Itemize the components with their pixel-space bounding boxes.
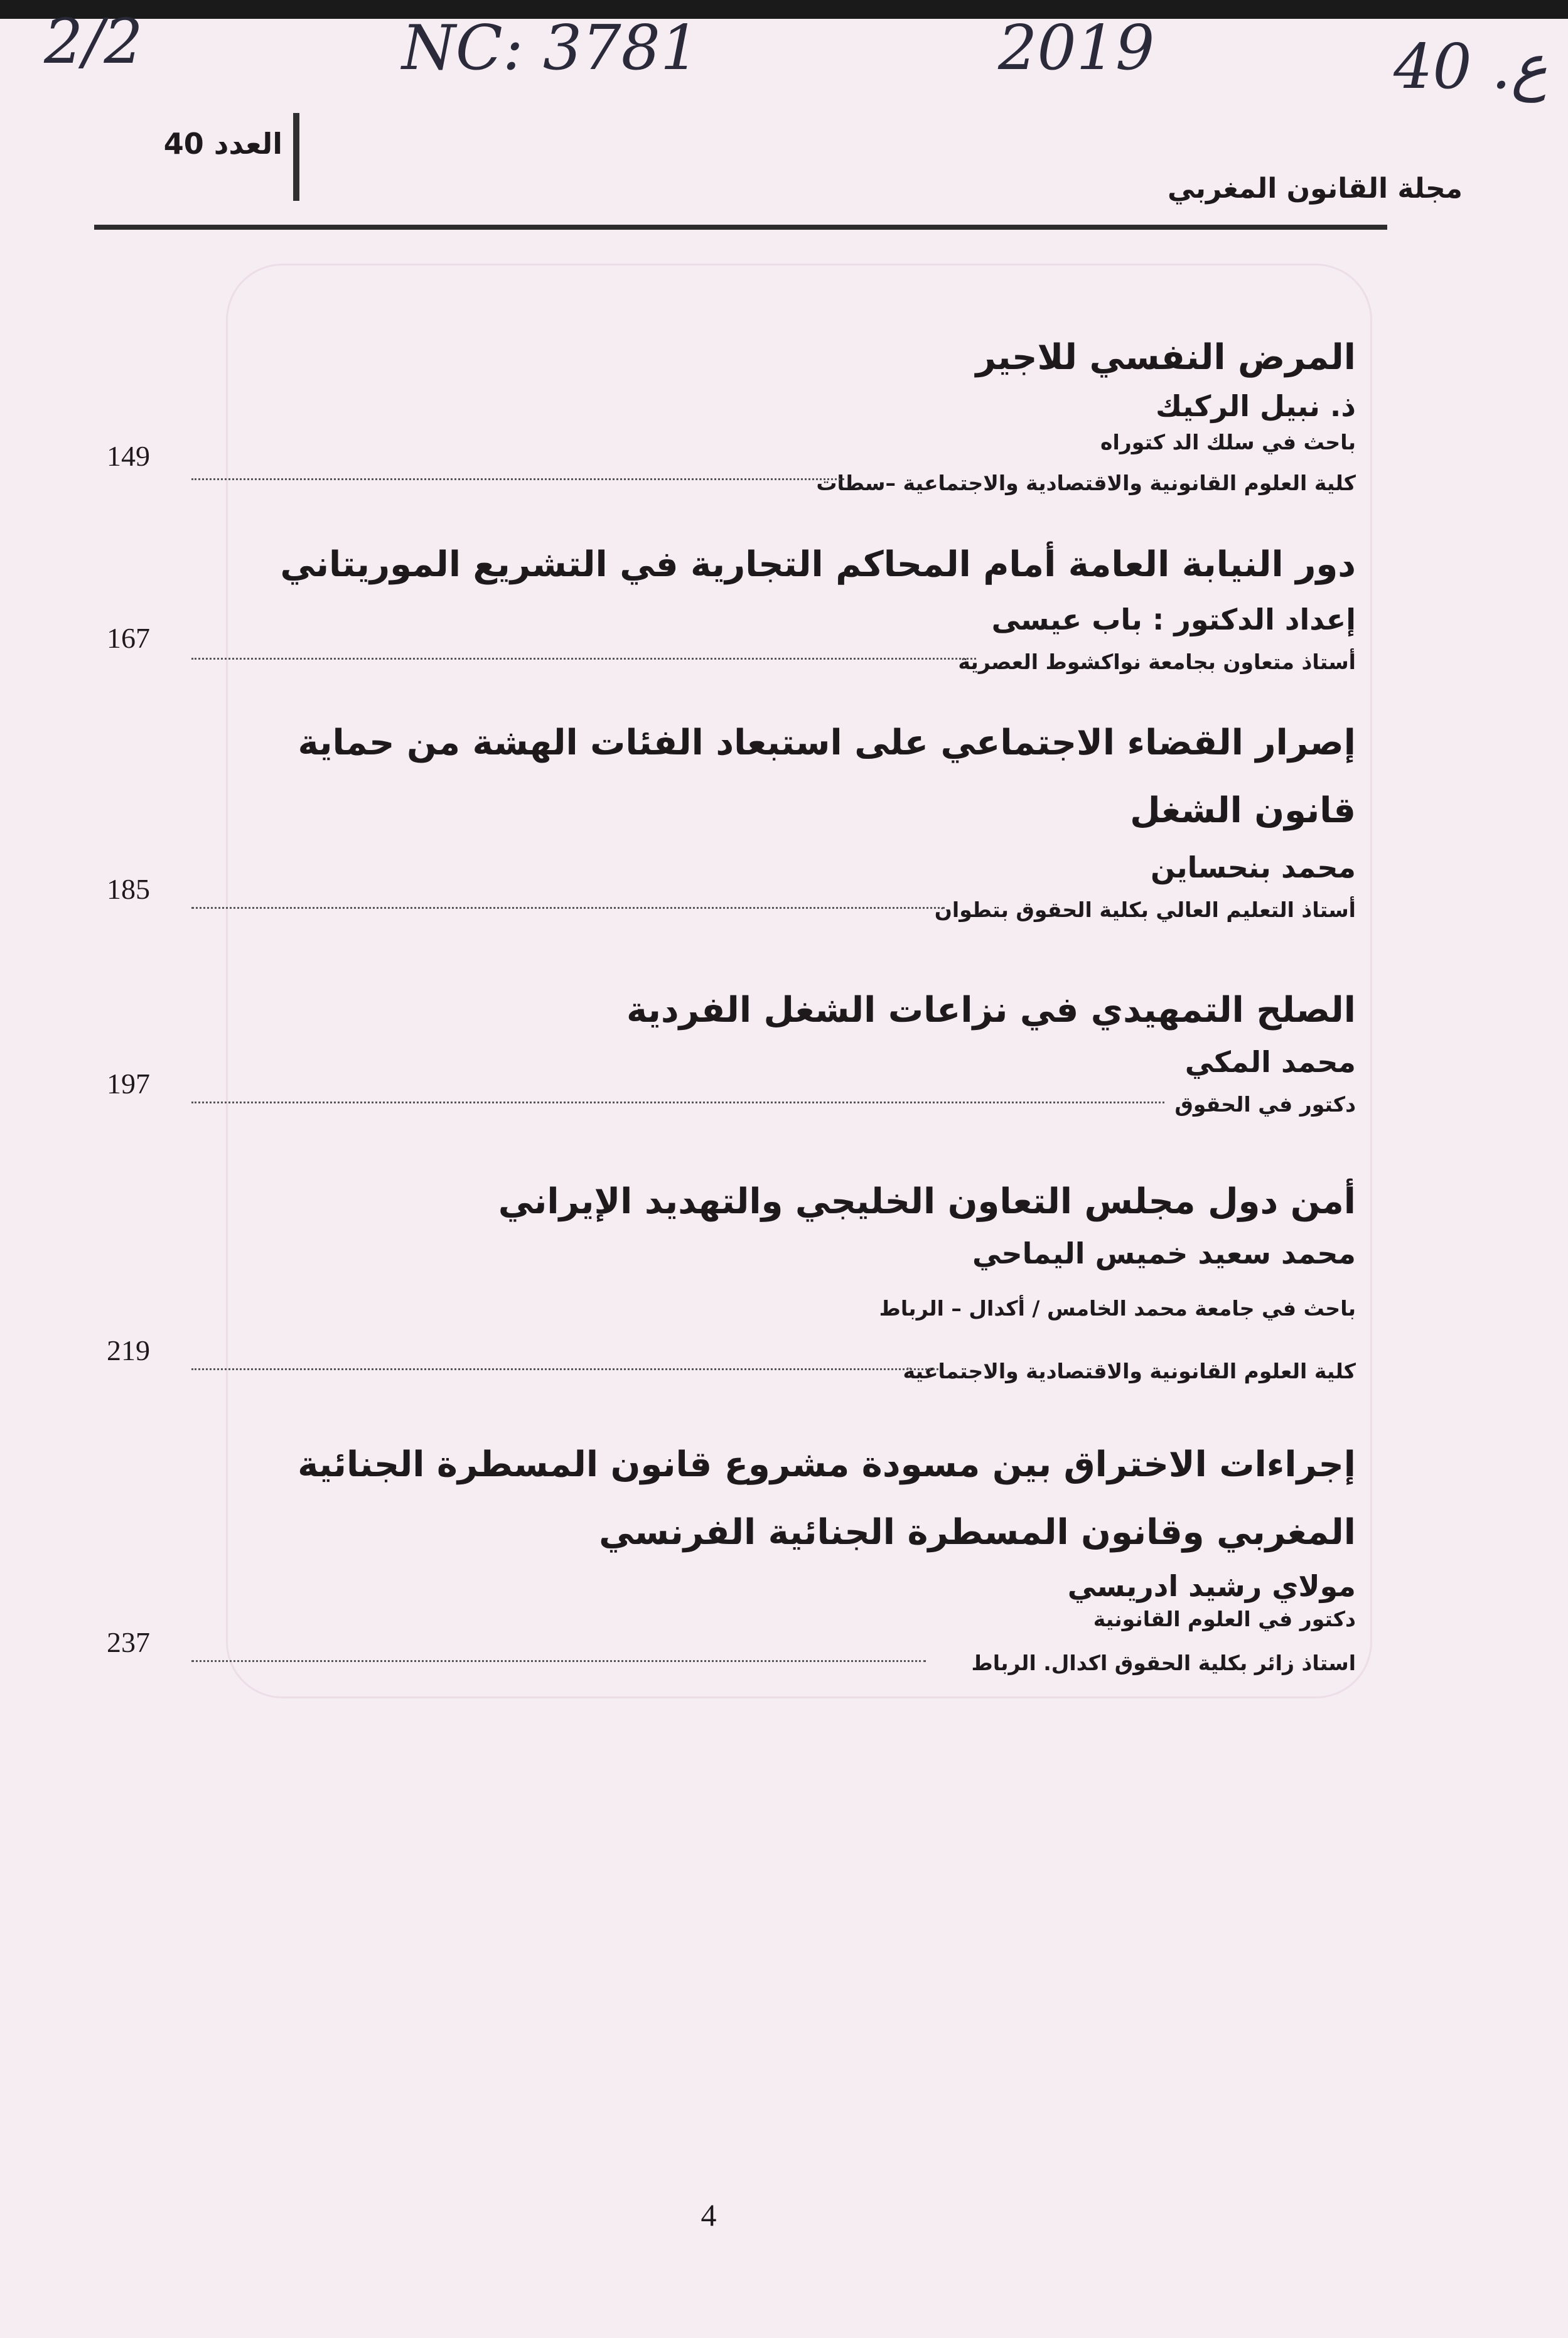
toc-entry-page: 149 xyxy=(107,440,150,472)
toc-entry-affiliation: دكتور في الحقوق xyxy=(1174,1092,1356,1117)
toc-entry xyxy=(107,985,1356,1136)
toc-entry-page: 185 xyxy=(107,873,150,905)
toc-entry-page: 219 xyxy=(107,1334,150,1366)
running-header xyxy=(94,113,1463,239)
toc-entry-title: الصلح التمهيدي في نزاعات الشغل الفردية xyxy=(626,990,1356,1031)
toc-entry-affiliation: استاذ زائر بكلية الحقوق اكدال. الرباط xyxy=(971,1651,1356,1675)
toc-entry-author: ذ. نبيل الركيك xyxy=(1155,389,1356,423)
toc-entry-title: المرض النفسي للاجير xyxy=(975,337,1356,378)
toc-entry-page: 167 xyxy=(107,622,150,654)
toc-entry xyxy=(107,1177,1356,1390)
toc-entry-affiliation: كلية العلوم القانونية والاقتصادية والاجتماعية –سطات xyxy=(816,471,1356,495)
dot-leader xyxy=(191,1368,938,1370)
handwritten-issue-mark: ع. 40 xyxy=(1393,31,1548,103)
header-rule xyxy=(94,225,1387,230)
toc-entry xyxy=(107,540,1356,690)
toc-entry xyxy=(107,1431,1356,1682)
toc-entry-affiliation: أستاذ التعليم العالي بكلية الحقوق بتطوان xyxy=(934,898,1356,922)
toc-entry-affiliation: كلية العلوم القانونية والاقتصادية والاجتماعية xyxy=(903,1359,1356,1383)
toc-entry-author: محمد المكي xyxy=(1184,1045,1356,1079)
toc-entry-title: إجراءات الاختراق بين مسودة مشروع قانون المسطرة الجنائية المغربي وقانون المسطرة الجنائية الفرنسي xyxy=(298,1444,1356,1553)
scan-top-edge xyxy=(0,0,1568,19)
dot-leader xyxy=(191,478,844,480)
toc-entry-author: محمد بنحساين xyxy=(1150,850,1356,884)
toc-entry-title: إصرار القضاء الاجتماعي على استبعاد الفئات الهشة من حماية قانون الشغل xyxy=(298,722,1356,831)
journal-title: مجلة القانون المغربي xyxy=(1167,173,1463,205)
issue-label: العدد 40 xyxy=(163,127,282,161)
toc-entry-affiliation: باحث في سلك الد كتوراه xyxy=(1100,430,1356,454)
toc-entry-page: 197 xyxy=(107,1068,150,1100)
handwritten-fraction: 2/2 xyxy=(44,6,143,78)
toc-entry-affiliation: أستاذ متعاون بجامعة نواكشوط العصرية xyxy=(958,650,1356,674)
toc-entry-affiliation: دكتور في العلوم القانونية xyxy=(1093,1607,1356,1631)
page-number: 4 xyxy=(701,2197,717,2233)
header-divider-bar xyxy=(293,113,299,201)
dot-leader xyxy=(191,907,945,909)
toc-entry-title: دور النيابة العامة أمام المحاكم التجارية في التشريع الموريتاني xyxy=(280,544,1356,585)
toc-entry-author: إعداد الدكتور : باب عيسى xyxy=(991,603,1356,636)
dot-leader xyxy=(191,658,976,660)
toc-entry-page: 237 xyxy=(107,1626,150,1658)
toc-entry-title: أمن دول مجلس التعاون الخليجي والتهديد الإيراني xyxy=(498,1181,1356,1222)
dot-leader xyxy=(191,1102,1164,1103)
toc-entry-author: محمد سعيد خميس اليماحي xyxy=(972,1236,1356,1270)
toc-entry-author: مولاي رشيد ادريسي xyxy=(1067,1569,1356,1603)
toc-entry xyxy=(107,709,1356,954)
dot-leader xyxy=(191,1660,926,1662)
handwritten-year: 2019 xyxy=(998,13,1155,84)
handwritten-catalog-number: NC: 3781 xyxy=(402,13,700,84)
toc-entry xyxy=(107,333,1356,515)
toc-entry-affiliation: باحث في جامعة محمد الخامس / أكدال – الرباط xyxy=(879,1296,1356,1321)
